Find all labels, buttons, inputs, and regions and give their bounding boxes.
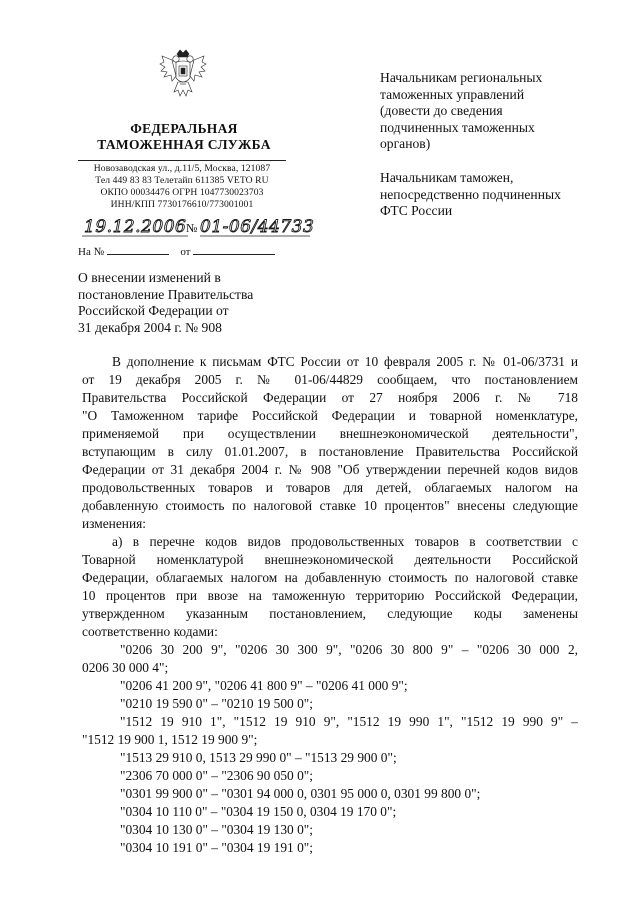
inn-line: ИНН/КПП 7730176610/773001001 <box>110 199 254 210</box>
code-line: "1513 29 910 0, 1513 29 990 0" – "1513 29 900 0"; <box>120 750 397 765</box>
body-line: Товарной номенклатурой внешнеэкономической деятельности Российской <box>82 552 578 567</box>
address-line: Новозаводская ул., д.11/5, Москва, 121087 <box>93 163 271 174</box>
body-line: утвержденном указанным постановлением, следующие коды заменены <box>82 606 578 621</box>
addressee-block-1 <box>380 70 542 153</box>
body-line: соответственно кодами: <box>82 624 218 639</box>
handwritten-number: 01-06/44733 <box>200 217 315 237</box>
body-line: продовольственных товаров и товаров для детей, облагаемых налогом на <box>82 480 578 495</box>
phone-line: Тел 449 83 83 Телетайп 611385 VETO RU <box>95 175 269 186</box>
org-name-line1: ФЕДЕРАЛЬНАЯ <box>130 121 238 136</box>
code-line: "2306 70 000 0" – "2306 90 050 0"; <box>120 768 313 783</box>
ot-blank <box>193 245 275 255</box>
code-line: "0304 10 110 0" – "0304 19 150 0, 0304 19 170 0"; <box>120 804 397 819</box>
handwritten-date-number <box>82 212 315 242</box>
body-line: "О Таможенном тарифе Российской Федерации и товарной номенклатуре, <box>82 408 578 423</box>
body-line: изменения: <box>82 516 147 531</box>
code-line: "0210 19 590 0" – "0210 19 500 0"; <box>120 696 313 711</box>
addressee-line: Начальникам таможен, <box>380 170 514 185</box>
ot-label: от <box>180 246 191 258</box>
org-name-line2: ТАМОЖЕННАЯ СЛУЖБА <box>97 137 271 152</box>
number-sign: № <box>186 221 198 235</box>
subject-line: 31 декабря 2004 г. № 908 <box>78 319 222 335</box>
body-line: В дополнение к письмам ФТС России от 10 февраля 2005 г. № 01-06/3731 и <box>112 354 578 369</box>
code-line: "0304 10 130 0" – "0304 19 130 0"; <box>120 822 313 837</box>
addressee-line: подчиненных таможенных <box>380 119 535 135</box>
na-label: На № <box>78 246 105 258</box>
body-line: Федерации, облагаемых налогом на добавленную стоимость по налоговой ставке <box>82 570 578 585</box>
addressee-line: органов) <box>380 136 431 152</box>
subject-line: постановление Правительства <box>78 286 254 302</box>
subject-block <box>78 270 253 336</box>
code-line: "1512 19 900 1, 1512 19 900 9"; <box>82 732 258 747</box>
code-line: "1512 19 910 1", "1512 19 910 9", "1512 19 990 1", "1512 19 990 9" – <box>120 714 578 729</box>
addressee-line: ФТС России <box>380 203 453 219</box>
addressee-line: (довести до сведения <box>380 103 503 119</box>
addressee-line: таможенных управлений <box>380 86 525 102</box>
na-blank <box>107 245 169 255</box>
body-line: вступающим в силу 01.01.2007, в постановление Правительства Российской <box>82 444 578 459</box>
addressee-block-2 <box>380 170 561 220</box>
code-line: 0206 30 000 4"; <box>82 660 169 675</box>
subject-line: О внесении изменений в <box>78 270 221 285</box>
body-line: а) в перечне кодов видов продовольственных товаров в соответствии с <box>112 534 578 549</box>
body-line: от 19 декабря 2005 г. № 01-06/44829 сообщаем, что постановлением <box>82 372 578 387</box>
okpo-line: ОКПО 00034476 ОГРН 1047730023703 <box>100 187 264 198</box>
code-line: "0301 99 900 0" – "0301 94 000 0, 0301 95 000 0, 0301 99 800 0"; <box>120 786 481 801</box>
addressee-line: Начальникам региональных <box>380 70 543 85</box>
reference-line <box>78 245 275 258</box>
code-line: "0304 10 191 0" – "0304 19 191 0"; <box>120 840 313 855</box>
header-divider <box>78 160 286 161</box>
code-line: "0206 41 200 9", "0206 41 800 9" – "0206 41 000 9"; <box>120 678 408 693</box>
handwritten-date: 19.12.2006 <box>84 217 187 237</box>
body-line: Федерации от 31 декабря 2004 г. № 908 "Об утверждении перечней кодов видов <box>82 462 578 477</box>
addressee-line: непосредственно подчиненных <box>380 186 561 202</box>
subject-line: Российской Федерации от <box>78 303 229 318</box>
body-line: применяемой при осуществлении внешнеэкономической деятельности", <box>82 426 578 441</box>
code-line: "0206 30 200 9", "0206 30 300 9", "0206 30 800 9" – "0206 30 000 2, <box>120 642 578 657</box>
body-line: Правительства Российской Федерации от 27 ноября 2006 г. № 718 <box>82 390 578 405</box>
body-line: добавленную стоимость по налоговой ставке 10 процентов" внесены следующие <box>82 498 578 513</box>
body-line: 10 процентов при ввозе на таможенную территорию Российской Федерации, <box>82 588 578 603</box>
coat-of-arms-icon <box>158 48 208 100</box>
